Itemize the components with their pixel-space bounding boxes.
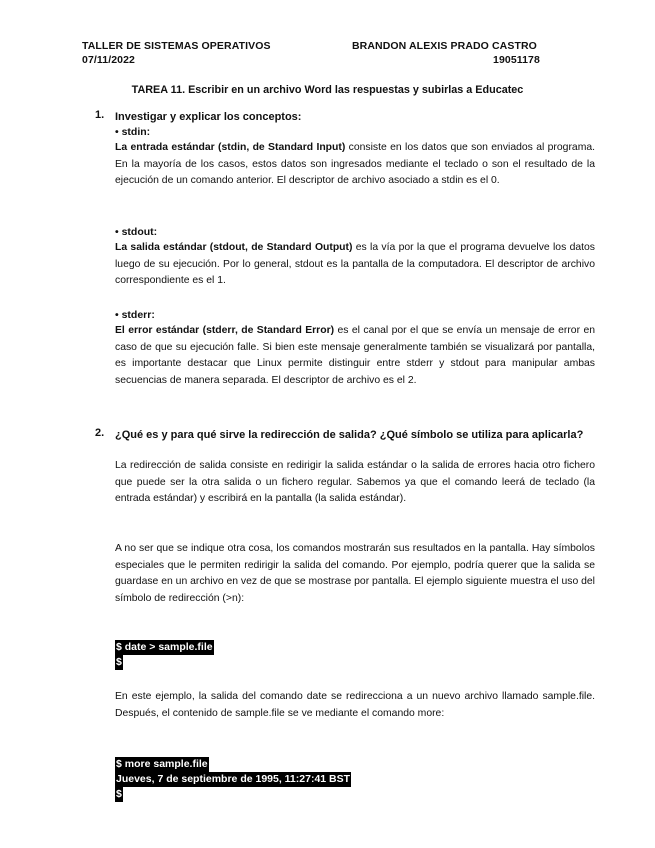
section-2-number: 2. bbox=[95, 427, 105, 439]
section-1-title: Investigar y explicar los conceptos: bbox=[115, 111, 302, 123]
stderr-text: es el canal por el que se envía un mensaje de error en caso de que su ejecución falle. Si bien este mensaje generalmente también se visualizará por pantalla, es importante destacar que Linux permite distinguir entre stderr y stdout para manipular ambas secuencias de manera separada. El descriptor de archivo es el 2. bbox=[115, 325, 595, 386]
stdout-term: La salida estándar (stdout, de Standard Output) bbox=[115, 242, 353, 253]
header-student: BRANDON ALEXIS PRADO CASTRO bbox=[352, 40, 537, 52]
code-line-prompt: $ bbox=[116, 656, 122, 668]
code-line-output: Jueves, 7 de septiembre de 1995, 11:27:41 BST bbox=[116, 773, 351, 785]
stderr-paragraph bbox=[115, 323, 595, 389]
section-2-title: ¿Qué es y para qué sirve la redirección de salida? ¿Qué símbolo se utiliza para aplicarla? bbox=[115, 429, 584, 441]
code-line-more: $ more sample.file bbox=[116, 758, 208, 770]
header-course: TALLER DE SISTEMAS OPERATIVOS bbox=[82, 40, 271, 52]
stdout-bullet: • stdout: bbox=[115, 226, 158, 238]
header-id: 19051178 bbox=[493, 54, 540, 66]
header-date: 07/11/2022 bbox=[82, 54, 135, 66]
stdout-text: es la vía por la que el programa devuelve los datos luego de su ejecución. Por lo general, stdout es la pantalla de la computadora. El descriptor de archivo correspondiente es el 1. bbox=[115, 242, 595, 287]
redirection-paragraph-3: En este ejemplo, la salida del comando date se redirecciona a un nuevo archivo llamado sample.file. Después, el contenido de sample.file se ve mediante el comando more: bbox=[115, 691, 595, 719]
stdin-text: consiste en los datos que son enviados al programa. En la mayoría de los casos, estos datos son ingresados mediante el teclado o son el resultado de la ejecución de un comando anterior. El descriptor de archivo asociado a stdin es el 0. bbox=[115, 142, 596, 187]
code-line-prompt-2: $ bbox=[116, 788, 122, 800]
redirection-paragraph-1: La redirección de salida consiste en redirigir la salida estándar o la salida de errores hacia otro fichero que puede ser la otra salida o un fichero regular. Sabemos ya que el comando leerá de teclado (la entrada estándar) y escribirá en la pantalla (la salida estándar). bbox=[115, 460, 595, 505]
assignment-title: TAREA 11. Escribir en un archivo Word las respuestas y subirlas a Educatec bbox=[131, 84, 524, 96]
stderr-bullet: • stderr: bbox=[115, 309, 155, 321]
redirection-paragraph-2: A no ser que se indique otra cosa, los comandos mostrarán sus resultados en la pantalla. Hay símbolos especiales que le permiten redirigir la salida del comando. Por ejemplo, podría querer que la salida se guardase en un archivo en vez de que se mostrase por pantalla. El ejemplo siguiente muestra el uso del símbolo de redirección (>n): bbox=[115, 543, 595, 604]
stdout-paragraph bbox=[115, 240, 595, 290]
stderr-term: El error estándar (stderr, de Standard Error) bbox=[115, 325, 335, 336]
stdin-bullet: • stdin: bbox=[115, 126, 151, 138]
stdin-paragraph bbox=[115, 140, 595, 190]
section-1-number: 1. bbox=[95, 109, 105, 121]
code-line-date: $ date > sample.file bbox=[116, 641, 213, 653]
stdin-term: La entrada estándar (stdin, de Standard Input) bbox=[115, 142, 346, 153]
